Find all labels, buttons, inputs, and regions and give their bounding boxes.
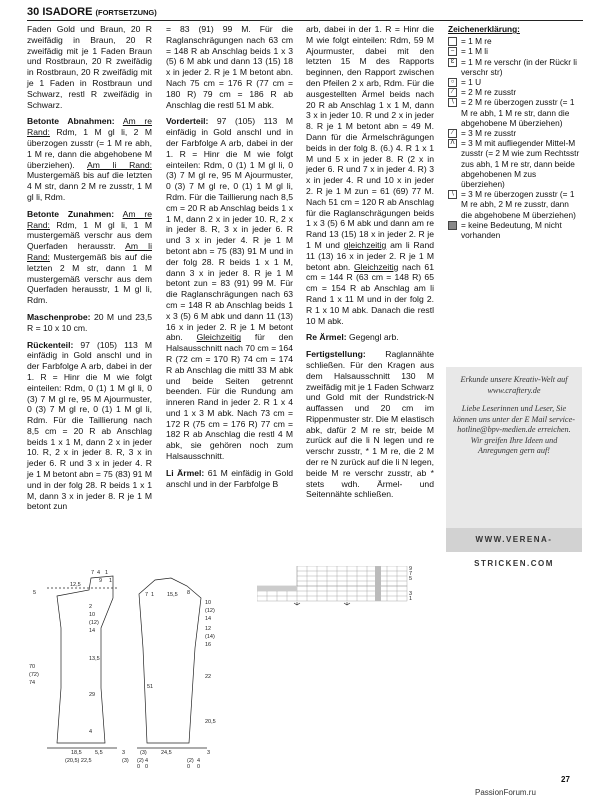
legend-text: = 1 M re	[461, 36, 492, 47]
legend-item	[448, 57, 580, 77]
chart-shade	[375, 566, 381, 601]
body-outline	[47, 576, 207, 748]
dim-label: 20,5	[205, 719, 216, 725]
page-number: 27	[561, 775, 570, 784]
legend-text: = 2 M re überzogen zusstr (= 1 M re abh, 1 M re str, dann die abgehobene M überziehen)	[461, 97, 575, 128]
abn-title: Betonte Abnahmen:	[27, 116, 115, 127]
dim-label: 1	[105, 570, 109, 576]
dim-label: 9	[99, 578, 103, 584]
dim-label: 22	[205, 674, 212, 680]
zun-re-label: Am re Rand:	[27, 208, 153, 230]
betonte-zunahmen	[27, 209, 152, 306]
dim-label: 8	[187, 590, 191, 596]
aermel-cont-c: nach 61 cm = 144 R (63 cm = 148 R) 65 cm = 154 R ab Anschlag am li Rand 1 x 11 M und in der folg 2. R 1 x 10 M abk. Danach die restl 10 M abk.	[306, 261, 434, 326]
column-2	[166, 24, 293, 495]
legend-item	[448, 220, 580, 240]
zun-title: Betonte Zunahmen:	[27, 208, 115, 219]
legend	[448, 24, 580, 240]
dim-label: 70	[29, 664, 36, 670]
re-aermel-title: Re Ärmel:	[306, 332, 347, 343]
dim-label: (2)	[187, 758, 194, 764]
abn-re-label: Am re Rand:	[27, 116, 153, 138]
legend-item	[448, 46, 580, 56]
dim-label: 4	[197, 758, 201, 764]
row-number: 9	[409, 566, 413, 572]
k2tog-symbol-icon: ∕	[448, 88, 457, 97]
page-title: ISADORE	[42, 6, 93, 18]
dim-label: 4	[89, 729, 93, 735]
dim-label: 0	[187, 764, 191, 768]
dim-label: 51	[147, 684, 154, 690]
dim-label: 1	[151, 592, 155, 598]
maschenprobe	[27, 312, 152, 334]
legend-item	[448, 36, 580, 46]
dim-label: 5,5	[95, 750, 103, 756]
legend-text: = 1 M re verschr (in der Rückr li verschr str)	[461, 56, 577, 77]
chart-grid	[257, 566, 407, 601]
k3tog-symbol-icon: ∕	[448, 129, 457, 138]
dim-label: 10	[89, 612, 96, 618]
zun-li-text: Mustergemäß bis auf die letzten 2 M str, dann 1 M mustergemäß verschr aus dem Querfaden herausstr, 1 M gl li, Rdm.	[27, 251, 153, 306]
watermark: PassionForum.ru	[475, 788, 536, 797]
legend-item	[448, 138, 580, 189]
legend-text: = 2 M re zusstr	[461, 87, 517, 98]
knitting-chart	[257, 566, 417, 606]
dim-label: 0	[145, 764, 149, 768]
dim-label: 14	[89, 628, 96, 634]
legend-text: = keine Bedeutung, M nicht vorhanden	[461, 219, 562, 241]
knit-symbol-icon	[448, 37, 457, 46]
legend-text: = 3 M re überzogen zusstr (= 1 M re abh, 2 M re zusstr, dann die abgehobene M überziehen)	[461, 189, 576, 220]
probe-title: Maschenprobe:	[27, 311, 91, 322]
craftery-text: Erkunde unsere Kreativ-Welt auf www.craftery.de	[460, 375, 568, 395]
dim-label: 2	[89, 604, 93, 610]
dim-label: 3	[207, 750, 211, 756]
page-header	[27, 6, 583, 21]
dim-label: 5	[33, 590, 37, 596]
ssk-symbol-icon: ∖	[448, 98, 457, 107]
dim-label: (12)	[205, 608, 215, 614]
fert-text: Raglannähte schließen. Für den Kragen aus dem Halsausschnitt 130 M zweifädig mit je 1 Faden Schwarz und Gold mit der Rundstrick-N auffassen und 20 cm im Rippenmuster str. Die M elastisch abk, dafür 2 M re str, beide M zurück auf die li N legen und re verschr zusstr, * 1 M re, die 2 M der re N zurück auf die li N legen, beide M re verschr zusstr, ab * stets wdh. Ärmel- und Seitennähte schließen.	[306, 349, 435, 500]
gleichzeitig-2: gleichzeitig	[343, 239, 387, 250]
legend-item	[448, 97, 580, 128]
vorder-title: Vorderteil:	[166, 116, 209, 127]
dim-label: (2)	[137, 758, 144, 764]
dim-label: (72)	[29, 672, 39, 678]
legend-item	[448, 87, 580, 97]
abn-re-text: Rdm, 1 M gl li, 2 M überzogen zusstr (= 1 M re abh, 1 M re, dann die abgehobene M überziehen).	[27, 127, 152, 170]
abn-li-label: Am li Rand:	[87, 159, 152, 170]
column-1	[27, 24, 152, 518]
cdd-symbol-icon: Λ	[448, 139, 457, 148]
fert-title: Fertigstellung:	[306, 349, 366, 360]
gleichzeitig-3: Gleichzeitig	[354, 261, 399, 272]
legend-text: = 3 M re zusstr	[461, 128, 517, 139]
row-number: 1	[409, 596, 413, 602]
dim-label: 4	[97, 570, 101, 576]
sk2p-symbol-icon: ∖	[448, 190, 457, 199]
repeat-arrow-icon	[294, 602, 350, 605]
row-number: 3	[409, 591, 413, 597]
yarn-over-symbol-icon: ○	[448, 78, 457, 87]
ruecken-title: Rückenteil:	[27, 339, 74, 350]
dim-label: 12	[205, 626, 212, 632]
vorder-text: 97 (105) 113 M einfädig in Gold anschl und in der Farbfolge A arb, dabei in der 1. R = Hinr die M wie folgt einteilen: Rdm, 0 (1) 1 M gl li, 0 (3) 7 M gl re, 95 M Ajourmuster, 0 (3) 7 M gl re, 0 (1) 1 M gl li, Rdm. Für die Taillierung nach 8,5 cm = 20 R ab Anschlag beids 1 x 1 M, dann 2 x in jeder 10. R, 2 x in jeder 8. R, 3 x in jeder 6. R und 3 x in jeder 4. R je 1 M betont abn = 75 (83) 91 M und in der folg 28. R beids 1 x 1 M, dann 3 x in jeder 8. R je 1 M betont zun = 83 (91) 99 M. Für die Raglanschrägungen nach 63 cm = 148 R ab Anschlag beids 1 x 3 (5) 6 M abk und dann 11 (13) 16 x in jeder 2. R je 1 M betont abn.	[166, 116, 293, 343]
dim-label: 0	[137, 764, 141, 768]
row-number: 7	[409, 571, 413, 577]
dim-label: 15,5	[167, 592, 178, 598]
dim-label: 7	[145, 592, 149, 598]
rueckenteil	[27, 340, 152, 513]
legend-title: Zeichenerklärung:	[448, 24, 520, 34]
gleichzeitig-1: Gleichzeitig	[196, 332, 241, 343]
dim-label: 14	[205, 616, 212, 622]
aermel-text: 61 M einfädig in Gold anschl und in der Farbfolge B	[166, 467, 294, 489]
dim-label: 4	[145, 758, 149, 764]
chart-shade	[257, 586, 297, 591]
dim-label: 16	[205, 642, 212, 648]
page-section-number: 30	[27, 6, 40, 18]
row-number: 5	[409, 576, 413, 582]
no-stitch-symbol-icon	[448, 221, 457, 230]
info-box	[446, 367, 582, 568]
dim-label: 24,5	[161, 750, 172, 756]
probe-text: 20 M und 23,5 R = 10 x 10 cm.	[27, 311, 153, 333]
sizing-schematic	[27, 568, 237, 768]
aermel-cont-a: arb, dabei in der 1. R = Hinr die M wie folgt einteilen: Rdm, 59 M Ajourmuster, dabei mit den letzten 15 M des Rapports beginnen, den Rapport zwischen den Pfeilen 2 x arb, Rdm. Für die ausgestellten Ärmel beids nach 20 R ab Anschlag 1 x 1 M, dann 3 x in jeder 10. R und 2 x in jeder 8. R je 1 M betont abn = 49 M. Dann für die Ärmelschrägungen beids in der folg 8. (6.) 4. R 1 x 1 M und 5 x in jeder 8. R (2 x in jeder 6. R und 7 x in jeder 4. R) 3 x in jeder 4. R und 10 x in jeder 2. R je 1 M zun = 61 (69) 77 M. Nach 51 cm = 120 R ab Anschlag für die Raglanschrägungen beids 1 x 3 (5) 6 M abk und dann am re Rand 13 (15) 18 x in jeder 2. R je 1 M und	[306, 24, 434, 250]
color-sequence: Faden Gold und Braun, 20 R zweifädig in Braun, 20 R zweifädig mit je 1 Faden Braun und Rostbraun, 20 R zweifädig in Rostbraun, 20 R zweifädig mit je 1 Faden in Rostbraun und Schwarz, restl R zweifädig in Schwarz.	[27, 24, 152, 110]
website-banner: WWW.VERENA-STRICKEN.COM	[446, 528, 582, 552]
aermel-cont-b: am li Rand 11 (13) 16 x in jeder 2. R je 1 M betont abn.	[306, 239, 435, 272]
li-aermel	[166, 468, 293, 490]
legend-text: = 3 M mit aufliegender Mittel-M zusstr (= 2 M wie zum Rechtsstr zus abh, 1 M re str, dann beide abgehobenen M zus überziehen)	[461, 138, 580, 190]
dim-label: (3)	[122, 758, 129, 764]
dim-label: (3)	[140, 750, 147, 756]
dim-label: (14)	[205, 634, 215, 640]
hotline-text: Liebe Leserinnen und Leser, Sie können uns unter der E Mail service-hotline@bpv-medien.de erreichen. Wir greifen Ihre Ideen und Anregungen gern auf!	[453, 404, 575, 455]
column-3	[306, 24, 434, 506]
page-subtitle: (FORTSETZUNG)	[95, 8, 157, 17]
twisted-knit-symbol-icon: Ɛ	[448, 58, 457, 67]
dim-label: 74	[29, 680, 36, 686]
dim-label: (12)	[89, 620, 99, 626]
legend-item	[448, 189, 580, 220]
dim-label: 13,5	[89, 656, 100, 662]
dim-label: 0	[197, 764, 201, 768]
dim-label: (20,5) 22,5	[65, 758, 92, 764]
vorder-text-2: für den Halsausschnitt nach 70 cm = 164 R (72 cm = 170 R) 74 cm = 174 R ab Anschlag die mittl 33 M abk und beide Seiten getrennt beenden. Für die Rundung am inneren Rand in jeder 2. R 1 x 4 und 1 x 3 M abk. Nach 73 cm = 172 R (75 cm = 176 R) 77 cm = 182 R ab Anschlag die restl 4 M abk, sie gehören noch zum Halsausschnitt.	[166, 332, 293, 462]
dim-label: 29	[89, 692, 96, 698]
re-aermel-text: Gegengl arb.	[348, 332, 399, 343]
dim-label: 1	[109, 578, 113, 584]
dim-label: 18,5	[71, 750, 82, 756]
fertigstellung	[306, 349, 434, 500]
legend-text: = 1 M li	[461, 46, 488, 57]
zun-li-label: Am li Rand:	[27, 241, 152, 262]
re-aermel	[306, 332, 434, 343]
aermel-title: Li Ärmel:	[166, 467, 205, 478]
ruecken-cont: = 83 (91) 99 M. Für die Raglanschrägungen nach 63 cm = 148 R ab Anschlag beids 1 x 3 (5) 6 M abk und dann 13 (15) 18 x in jeder 2. R je 1 M betont abn. Nach 75 cm = 176 R (77 cm = 180 R) 79 cm = 186 R ab Anschlag die restl 51 M abk.	[166, 24, 293, 110]
aermel-cont	[306, 24, 434, 326]
betonte-abnahmen	[27, 116, 152, 202]
vorderteil	[166, 116, 293, 462]
legend-text: = 1 U	[461, 77, 482, 88]
purl-symbol-icon: –	[448, 47, 457, 56]
dim-label: 12,5	[70, 582, 81, 588]
legend-item	[448, 128, 580, 138]
dim-label: 7	[91, 570, 95, 576]
dim-label: 10	[205, 600, 212, 606]
legend-item	[448, 77, 580, 87]
dim-label: 3	[122, 750, 126, 756]
abn-li-text: Mustergemäß bis auf die letzten 4 M str, dann 2 M re zusstr, 1 M gl li, Rdm.	[27, 170, 152, 202]
zun-re-text: Rdm, 1 M gl li, 1 M mustergemäß verschr aus dem Querfaden herausstr.	[27, 219, 152, 252]
ruecken-text: 97 (105) 113 M einfädig in Gold anschl und in der Farbfolge A arb, dabei in der 1. R = Hinr die M wie folgt einteilen: Rdm, 0 (1) 1 M gl li, 0 (3) 7 M gl re, 95 M Ajourmuster, 0 (3) 7 M gl re, 0 (1) 1 M gl li, Rdm. Für die Taillierung nach 8,5 cm = 20 R ab Anschlag beids 1 x 1 M, dann 2 x in jeder 10. R, 2 x in jeder 8. R, 3 x in jeder 6. R und 3 x in jeder 4. R je 1 M betont abn = 75 (83) 91 M und in der folg 28. R beids 1 x 1 M, dann 3 x in jeder 8. R je 1 M betont zun	[27, 339, 152, 512]
